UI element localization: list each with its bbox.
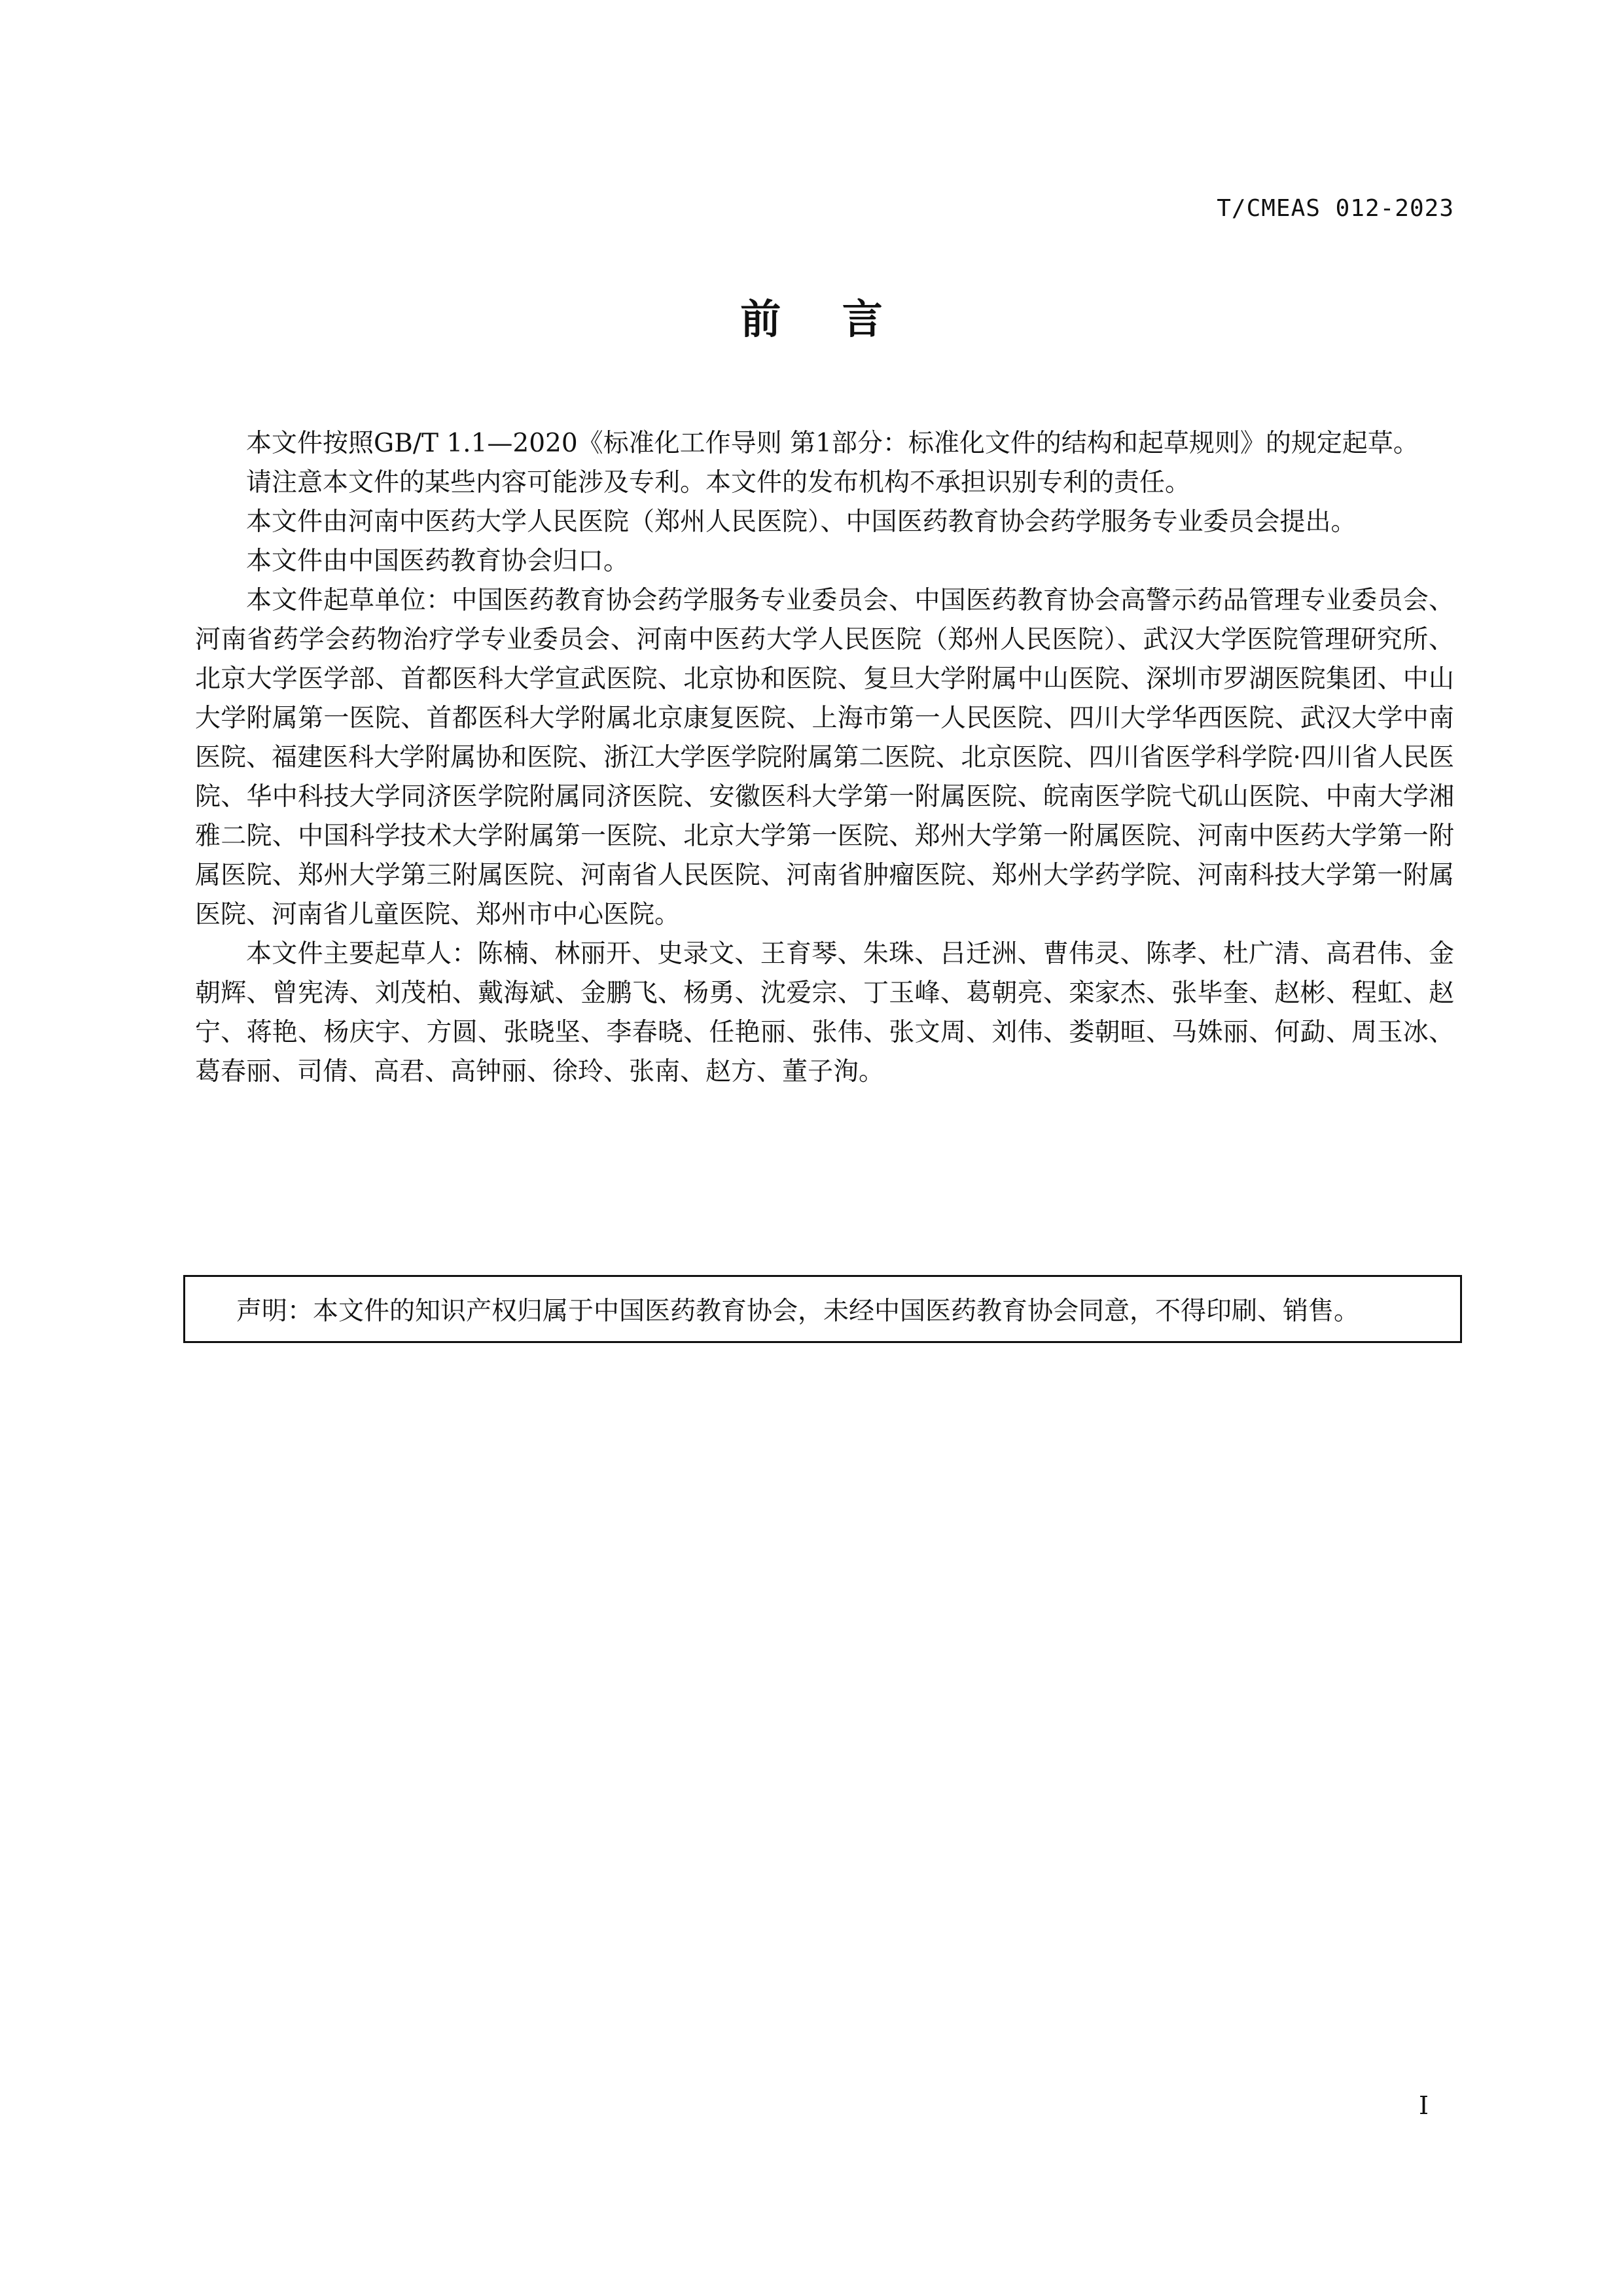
paragraph-drafting-units: 本文件起草单位：中国医药教育协会药学服务专业委员会、中国医药教育协会高警示药品管理专业委员会、河南省药学会药物治疗学专业委员会、河南中医药大学人民医院（郑州人民医院）、武汉大学医院管理研究所、北京大学医学部、首都医科大学宣武医院、北京协和医院、复旦大学附属中山医院、深圳市罗湖医院集团、中山大学附属第一医院、首都医科大学附属北京康复医院、上海市第一人民医院、四川大学华西医院、武汉大学中南医院、福建医科大学附属协和医院、浙江大学医学院附属第二医院、北京医院、四川省医学科学院·四川省人民医院、华中科技大学同济医学院附属同济医院、安徽医科大学第一附属医院、皖南医学院弋矶山医院、中南大学湘雅二院、中国科学技术大学附属第一医院、北京大学第一医院、郑州大学第一附属医院、河南中医药大学第一附属医院、郑州大学第三附属医院、河南省人民医院、河南省肿瘤医院、郑州大学药学院、河南科技大学第一附属医院、河南省儿童医院、郑州市中心医院。 bbox=[195, 586, 1454, 929]
document-code: T/CMEAS 012-2023 bbox=[1217, 195, 1454, 222]
paragraph-drafters: 本文件主要起草人：陈楠、林丽开、史录文、王育琴、朱珠、吕迁洲、曹伟灵、陈孝、杜广清、高君伟、金朝辉、曾宪涛、刘茂柏、戴海斌、金鹏飞、杨勇、沈爱宗、丁玉峰、葛朝亮、栾家杰、张毕奎、赵彬、程虹、赵宁、蒋艳、杨庆宇、方圆、张晓坚、李春晓、任艳丽、张伟、张文周、刘伟、娄朝晅、马姝丽、何勐、周玉冰、葛春丽、司倩、高君、高钟丽、徐玲、张南、赵方、董子洵。 bbox=[195, 939, 1454, 1086]
paragraph-patent-notice: 请注意本文件的某些内容可能涉及专利。本文件的发布机构不承担识别专利的责任。 bbox=[246, 468, 1191, 497]
foreword-body bbox=[195, 424, 1454, 1092]
page-number: I bbox=[1419, 2091, 1429, 2120]
paragraph-administrator: 本文件由中国医药教育协会归口。 bbox=[246, 547, 630, 576]
paragraph-standard-basis: 本文件按照GB/T 1.1—2020《标准化工作导则 第1部分：标准化文件的结构和起草规则》的规定起草。 bbox=[246, 429, 1419, 458]
copyright-notice-box bbox=[183, 1275, 1462, 1343]
page-title: 前 言 bbox=[740, 295, 906, 343]
paragraph-proposer: 本文件由河南中医药大学人民医院（郑州人民医院）、中国医药教育协会药学服务专业委员会提出。 bbox=[246, 507, 1357, 537]
copyright-notice-text: 声明：本文件的知识产权归属于中国医药教育协会，未经中国医药教育协会同意，不得印刷、销售。 bbox=[236, 1297, 1360, 1326]
